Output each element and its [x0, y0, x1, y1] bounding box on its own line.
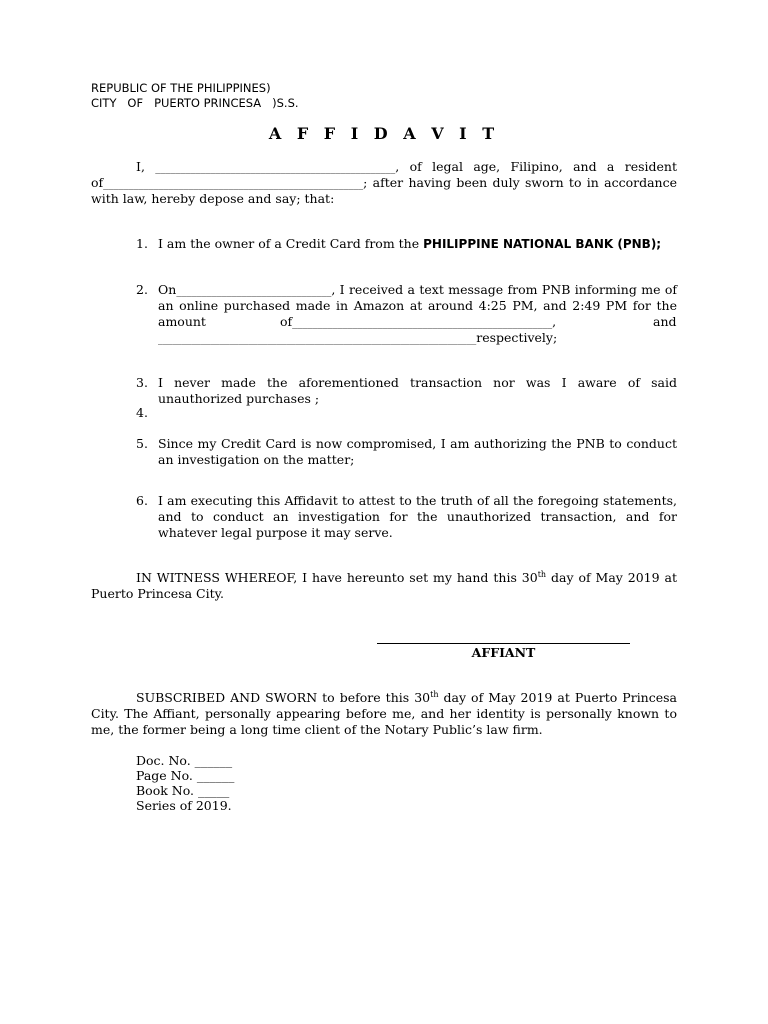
item-4-number: 4.: [136, 405, 148, 420]
item-2-amount-label: amount: [158, 314, 206, 329]
item-2-and: and: [653, 314, 677, 329]
item-2-line-4: ___________________________________________________________________respectively;: [158, 330, 558, 345]
book-number: Book No. _____: [136, 783, 230, 798]
affiant-label: AFFIANT: [471, 645, 536, 660]
item-3-number: 3.: [136, 375, 148, 390]
item-1-text: I am the owner of a Credit Card from the PHILIPPINE NATIONAL BANK (PNB);: [158, 236, 662, 251]
intro-line-2: of____________________________________________________; after having been duly sworn to in accordance: [91, 175, 677, 190]
intro-line-3: with law, hereby depose and say; that:: [91, 191, 335, 206]
date-blank[interactable]: _______________________________: [176, 286, 332, 297]
item-6-line-2: and to conduct an investigation for the unauthorized transaction, and for: [158, 509, 677, 524]
second-amount-blank[interactable]: ___________________________________________________________________: [158, 334, 477, 345]
item-2-amount-of: of____________________________________________________,: [280, 314, 557, 329]
item-6-number: 6.: [136, 493, 148, 508]
item-2-line-2: an online purchased made in Amazon at around 4:25 PM, and 2:49 PM for the: [158, 298, 677, 313]
item-3-line-1: I never made the aforementioned transaction nor was I aware of said: [158, 375, 677, 390]
series-year: Series of 2019.: [136, 798, 232, 813]
document-title: A F F I D A V I T: [268, 124, 500, 143]
witness-line-2: Puerto Princesa City.: [91, 586, 224, 601]
item-1-number: 1.: [136, 236, 148, 251]
intro-line-1: I, ________________________________________________, of legal age, Filipino, and a resident: [136, 159, 677, 174]
item-3-line-2: unauthorized purchases ;: [158, 391, 320, 406]
item-5-line-2: an investigation on the matter;: [158, 452, 355, 467]
header-city: CITY OF PUERTO PRINCESA )S.S.: [91, 96, 299, 110]
bank-name: PHILIPPINE NATIONAL BANK (PNB);: [423, 237, 662, 251]
subscribed-line-1: SUBSCRIBED AND SWORN to before this 30th day of May 2019 at Puerto Princesa: [136, 689, 678, 705]
amount-blank[interactable]: ____________________________________________________: [292, 318, 553, 329]
affiant-signature-line[interactable]: [377, 643, 630, 644]
name-blank[interactable]: ________________________________________________: [155, 163, 396, 174]
header-republic: REPUBLIC OF THE PHILIPPINES): [91, 81, 271, 95]
item-2-number: 2.: [136, 282, 148, 297]
subscribed-line-3: me, the former being a long time client of the Notary Public’s law firm.: [91, 722, 543, 737]
item-5-number: 5.: [136, 436, 148, 451]
subscribed-line-2: City. The Affiant, personally appearing before me, and her identity is personally known to: [91, 706, 677, 721]
item-2-line-1: On_______________________________, I received a text message from PNB informing me of: [158, 282, 677, 297]
page-number: Page No. ______: [136, 768, 235, 783]
witness-line-1: IN WITNESS WHEREOF, I have hereunto set my hand this 30th day of May 2019 at: [136, 569, 677, 585]
item-5-line-1: Since my Credit Card is now compromised, I am authorizing the PNB to conduct: [158, 436, 677, 451]
item-6-line-1: I am executing this Affidavit to attest to the truth of all the foregoing statements,: [158, 493, 677, 508]
residence-blank[interactable]: ____________________________________________________: [103, 179, 364, 190]
doc-number: Doc. No. ______: [136, 753, 233, 768]
item-6-line-3: whatever legal purpose it may serve.: [158, 525, 393, 540]
